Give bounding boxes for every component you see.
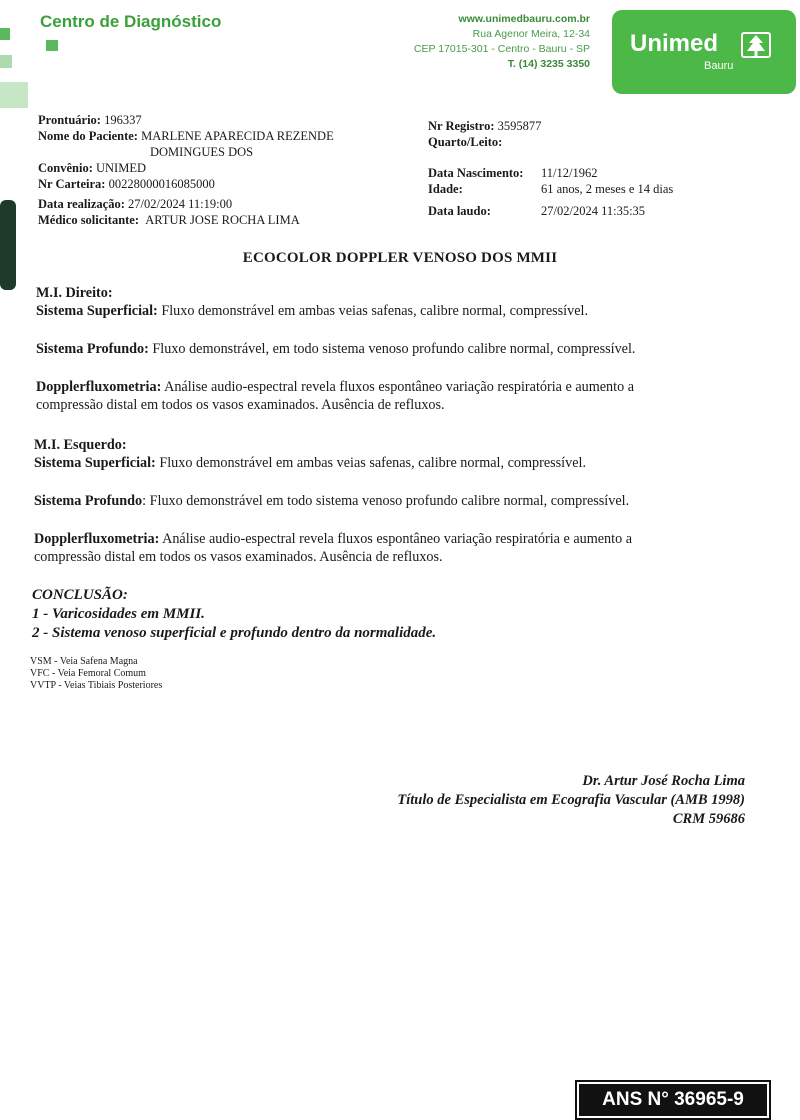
profundo-row: Sistema Profundo: Fluxo demonstrável, em todo sistema venoso profundo calibre normal, compressível. bbox=[36, 341, 636, 357]
patient-info-left bbox=[38, 112, 334, 228]
patient-info-right bbox=[428, 118, 748, 219]
section-direito bbox=[36, 284, 776, 414]
nascimento-value: 11/12/1962 bbox=[541, 166, 598, 180]
registro-value: 3595877 bbox=[497, 119, 542, 133]
ans-registration: ANS N° 36965-9 bbox=[577, 1082, 769, 1118]
report-title: ECOCOLOR DOPPLER VENOSO DOS MMII bbox=[242, 250, 558, 266]
patient-name: MARLENE APARECIDA REZENDE bbox=[141, 129, 334, 143]
convenio-value: UNIMED bbox=[96, 161, 146, 175]
patient-name-row: Nome do Paciente: MARLENE APARECIDA REZENDE bbox=[38, 129, 334, 143]
convenio-row: Convênio: UNIMED bbox=[38, 161, 146, 175]
signature-block bbox=[397, 772, 745, 829]
superficial-row: Sistema Superficial: Fluxo demonstrável em ambas veias safenas, calibre normal, compressível. bbox=[36, 303, 588, 319]
nascimento-row: Data Nascimento: 11/12/1962 bbox=[428, 166, 598, 180]
conclusion-item: 1 - Varicosidades em MMII. bbox=[32, 606, 205, 622]
address-line: Rua Agenor Meira, 12-34 bbox=[472, 28, 590, 40]
logo-wordmark: Unimed bbox=[630, 30, 719, 57]
conclusion bbox=[32, 586, 436, 643]
doppler-row: Dopplerfluxometria: Análise audio-espectral revela fluxos espontâneo variação respiratória e aumento a bbox=[34, 531, 633, 547]
profundo-row: Sistema Profundo: Fluxo demonstrável em todo sistema venoso profundo calibre normal, compressível. bbox=[34, 493, 630, 509]
prontuario-value: 196337 bbox=[104, 113, 142, 127]
conclusion-item: 2 - Sistema venoso superficial e profundo dentro da normalidade. bbox=[32, 625, 437, 641]
clinic-address bbox=[414, 12, 590, 72]
superficial-row: Sistema Superficial: Fluxo demonstrável em ambas veias safenas, calibre normal, compressível. bbox=[34, 455, 586, 471]
section-heading: M.I. Direito: bbox=[36, 285, 113, 301]
doppler-row-cont: compressão distal em todos os vasos examinados. Ausência de refluxos. bbox=[34, 549, 443, 565]
doppler-row-cont: compressão distal em todos os vasos examinados. Ausência de refluxos. bbox=[36, 397, 445, 413]
signer-name: Dr. Artur José Rocha Lima bbox=[582, 773, 745, 789]
medico-row: Médico solicitante: ARTUR JOSE ROCHA LIMA bbox=[38, 213, 300, 227]
abbreviation: VVTP - Veias Tibiais Posteriores bbox=[30, 680, 163, 691]
laudo-value: 27/02/2024 11:35:35 bbox=[541, 204, 646, 218]
unimed-logo bbox=[612, 10, 796, 94]
carteira-row: Nr Carteira: 00228000016085000 bbox=[38, 177, 215, 191]
abbreviation: VFC - Veia Femoral Comum bbox=[30, 668, 146, 679]
laudo-row: Data laudo: 27/02/2024 11:35:35 bbox=[428, 204, 646, 218]
quarto-row: Quarto/Leito: bbox=[428, 135, 503, 149]
scan-edge-mark bbox=[0, 200, 16, 290]
decorative-square bbox=[0, 28, 10, 40]
decorative-square bbox=[0, 82, 28, 108]
idade-value: 61 anos, 2 meses e 14 dias bbox=[541, 182, 674, 196]
section-esquerdo bbox=[34, 436, 774, 566]
signer-title: Título de Especialista em Ecografia Vascular (AMB 1998) bbox=[397, 792, 745, 808]
carteira-value: 00228000016085000 bbox=[108, 177, 215, 191]
abbreviation: VSM - Veia Safena Magna bbox=[30, 656, 138, 667]
decorative-square bbox=[46, 40, 58, 51]
realizacao-row: Data realização: 27/02/2024 11:19:00 bbox=[38, 197, 233, 211]
idade-row: Idade: 61 anos, 2 meses e 14 dias bbox=[428, 182, 674, 196]
patient-name-cont: DOMINGUES DOS bbox=[150, 145, 254, 159]
phone-number: T. (14) 3235 3350 bbox=[507, 58, 590, 70]
brand-title: Centro de Diagnóstico bbox=[40, 12, 222, 31]
medico-value: ARTUR JOSE ROCHA LIMA bbox=[145, 213, 300, 227]
conclusion-heading: CONCLUSÃO: bbox=[32, 587, 128, 603]
doppler-row: Dopplerfluxometria: Análise audio-espectral revela fluxos espontâneo variação respiratória e aumento a bbox=[36, 379, 635, 395]
registro-row: Nr Registro: 3595877 bbox=[428, 119, 542, 133]
address-line: CEP 17015-301 - Centro - Bauru - SP bbox=[413, 43, 590, 55]
signer-crm: CRM 59686 bbox=[672, 811, 745, 827]
prontuario-row: Prontuário: 196337 bbox=[38, 113, 142, 127]
logo-city: Bauru bbox=[704, 60, 734, 72]
decorative-square bbox=[0, 55, 12, 68]
realizacao-value: 27/02/2024 11:19:00 bbox=[128, 197, 233, 211]
abbreviations bbox=[30, 656, 162, 692]
website-link[interactable]: www.unimedbauru.com.br bbox=[458, 13, 590, 25]
unimed-tree-icon bbox=[740, 30, 774, 60]
section-heading: M.I. Esquerdo: bbox=[34, 437, 127, 453]
